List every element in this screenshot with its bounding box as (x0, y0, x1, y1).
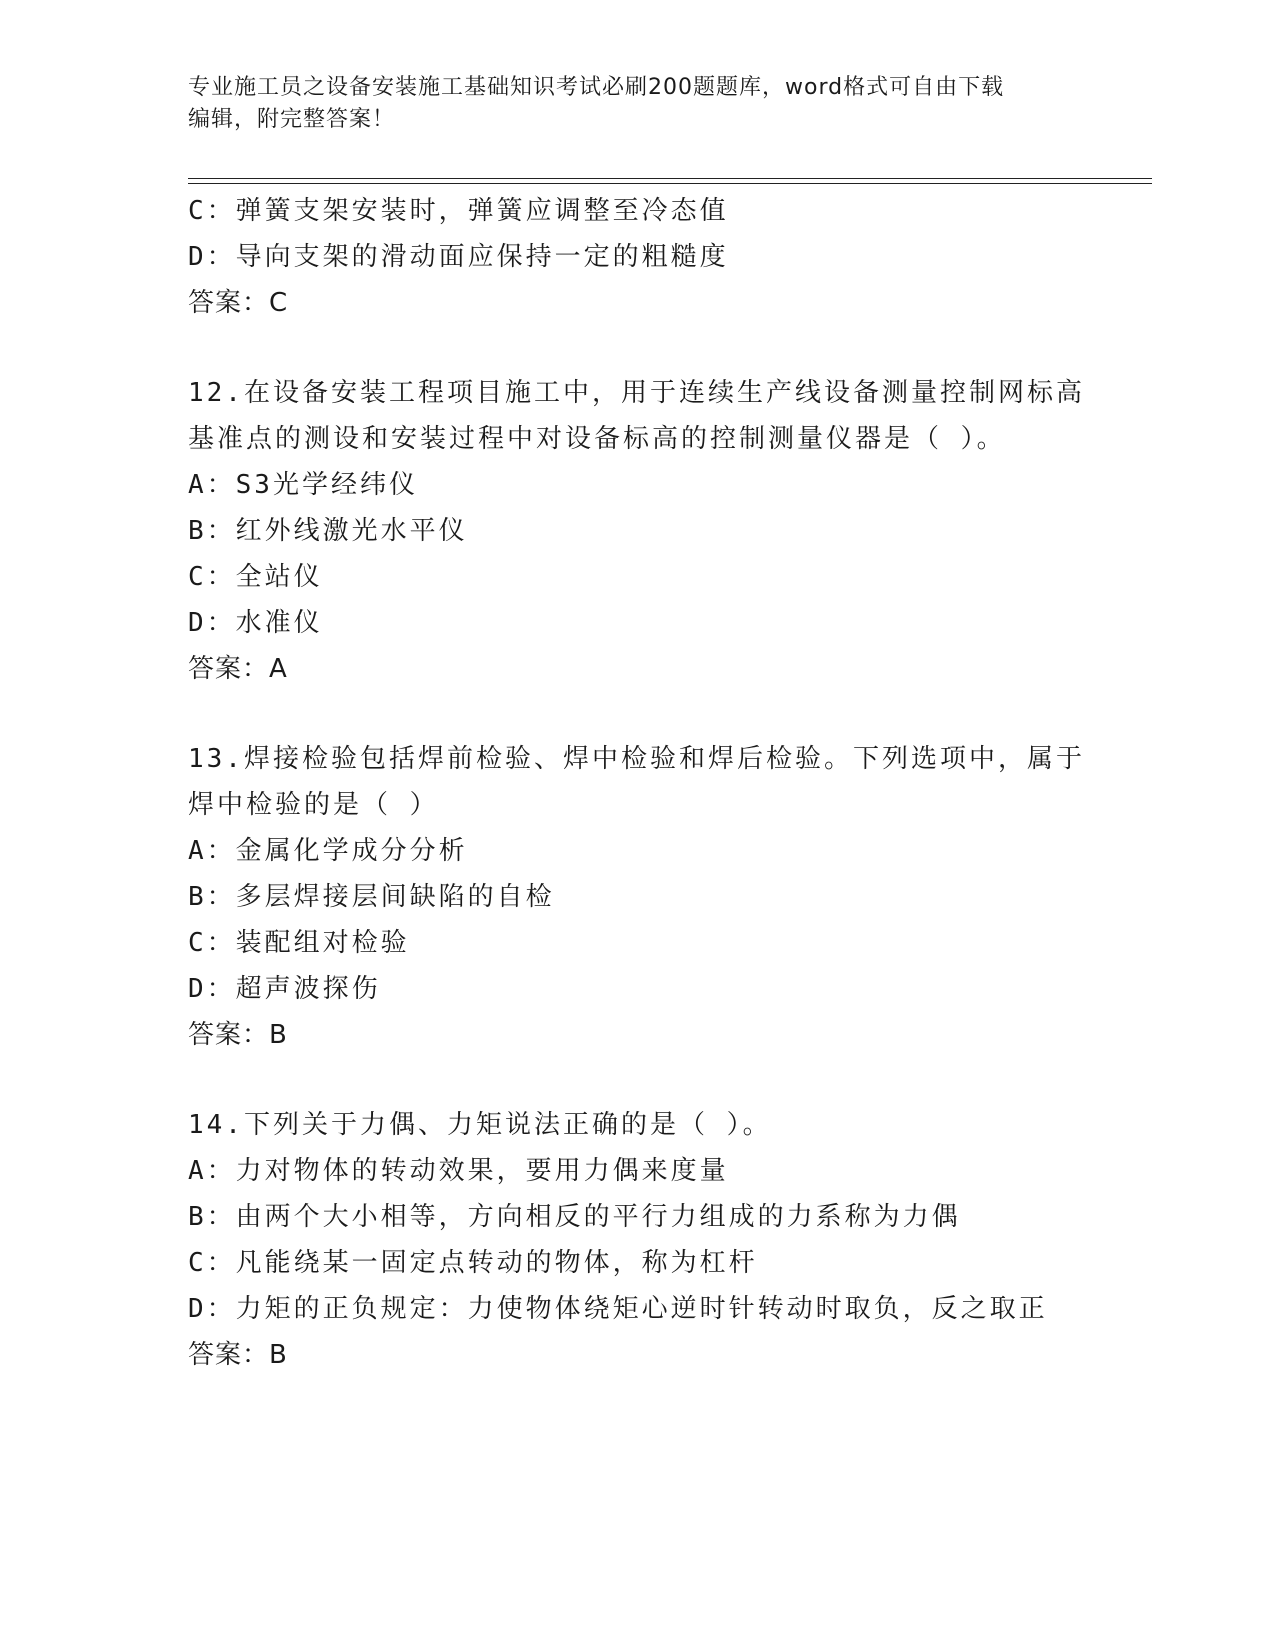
option-d: D：超声波探伤 (188, 974, 381, 1004)
option-d: D：导向支架的滑动面应保持一定的粗糙度 (188, 242, 729, 272)
header-title-line2: 编辑，附完整答案！ (188, 107, 396, 132)
option-d: D：水准仪 (188, 608, 323, 638)
option-b: B：由两个大小相等，方向相反的平行力组成的力系称为力偶 (188, 1202, 961, 1232)
question-14 (188, 1102, 1128, 1378)
option-d: D：力矩的正负规定：力使物体绕矩心逆时针转动时取负，反之取正 (188, 1294, 1048, 1324)
header-divider-top (188, 178, 1152, 179)
question-11-continued (188, 188, 1128, 326)
question-stem-cont: 焊中检验的是（ ） (188, 790, 439, 820)
option-c: C：弹簧支架安装时，弹簧应调整至冷态值 (188, 196, 729, 226)
answer-line: 答案：B (188, 1020, 288, 1050)
question-13 (188, 736, 1128, 1058)
option-c: C：全站仪 (188, 562, 323, 592)
question-12 (188, 370, 1128, 692)
option-c: C：装配组对检验 (188, 928, 410, 958)
answer-line: 答案：C (188, 288, 289, 318)
option-a: A：力对物体的转动效果，要用力偶来度量 (188, 1156, 729, 1186)
option-b: B：红外线激光水平仪 (188, 516, 468, 546)
question-stem: 13.焊接检验包括焊前检验、焊中检验和焊后检验。下列选项中，属于 (188, 744, 1085, 774)
question-stem-cont: 基准点的测设和安装过程中对设备标高的控制测量仪器是（ ）。 (188, 424, 1006, 454)
document-header (188, 72, 1088, 136)
option-b: B：多层焊接层间缺陷的自检 (188, 882, 555, 912)
option-a: A：金属化学成分分析 (188, 836, 468, 866)
option-a: A：S3光学经纬仪 (188, 470, 418, 500)
option-c: C：凡能绕某一固定点转动的物体，称为杠杆 (188, 1248, 758, 1278)
question-stem: 12.在设备安装工程项目施工中，用于连续生产线设备测量控制网标高 (188, 378, 1085, 408)
answer-line: 答案：B (188, 1340, 288, 1370)
document-body (188, 188, 1128, 1378)
answer-line: 答案：A (188, 654, 288, 684)
question-stem: 14.下列关于力偶、力矩说法正确的是（ ）。 (188, 1110, 772, 1140)
header-title-line1: 专业施工员之设备安装施工基础知识考试必刷200题题库，word格式可自由下载 (188, 75, 1005, 100)
header-divider-bottom (188, 183, 1152, 184)
